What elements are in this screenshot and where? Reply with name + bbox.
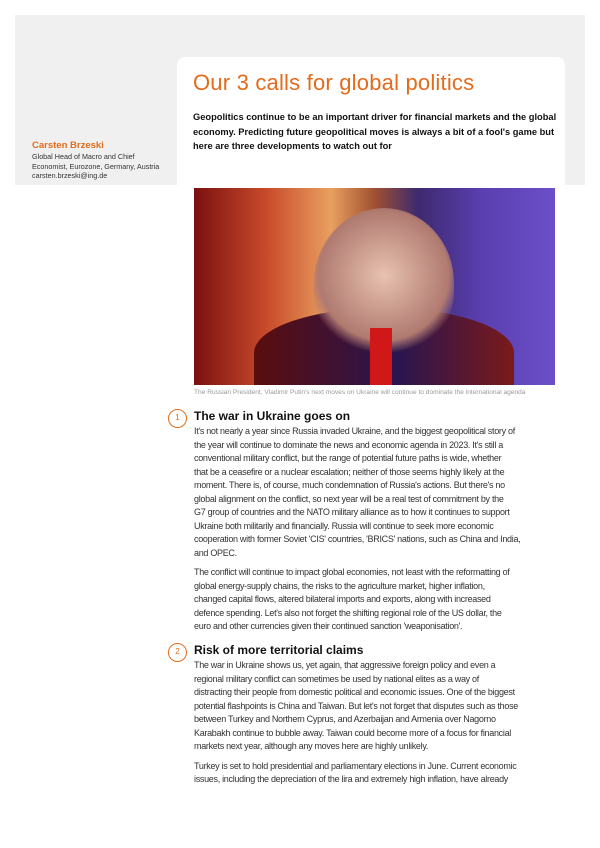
section-number-badge: 2	[168, 643, 187, 662]
text-line: Karabakh continue to bubble away. Taiwan could become more of a focus for financial	[194, 727, 511, 738]
author-role: Global Head of Macro and Chief	[32, 152, 135, 161]
text-line: changed capital flows, altered bilateral imports and exports, along with increased	[194, 594, 491, 604]
text-line: global alignment on the conflict, so next year will be a real test of commitment by the	[194, 493, 504, 504]
author-block	[32, 140, 182, 181]
page-title: Our 3 calls for global politics	[193, 70, 475, 95]
text-line: It's not nearly a year since Russia invaded Ukraine, and the biggest geopolitical story of	[194, 426, 515, 436]
text-line: The conflict will continue to impact global economies, not least with the reformatting of	[194, 567, 510, 577]
text-line: issues, including the depreciation of the lira and extremely high inflation, have already	[194, 774, 509, 784]
text-line: G7 group of countries and the NATO military alliance as to how it continues to support	[194, 507, 510, 517]
text-line: that be a ceasefire or a nuclear escalation; neither of those seems highly likely at the	[194, 466, 505, 477]
text-line: Turkey is set to hold presidential and parliamentary elections in June. Current economic	[194, 760, 517, 771]
section-number-badge: 1	[168, 409, 187, 428]
text-line: conventional military conflict, but the range of potential future paths is wide, whether	[194, 453, 502, 463]
text-line: moment. There is, of course, much condemnation of Russia's actions. But there's no	[194, 480, 505, 490]
paragraph	[194, 566, 520, 634]
author-name: Carsten Brzeski	[32, 140, 104, 151]
author-role: Economist, Eurozone, Germany, Austria	[32, 161, 160, 171]
text-line: distracting their people from domestic political and economic issues. One of the biggest	[194, 687, 515, 697]
section-heading: Risk of more territorial claims	[194, 643, 364, 657]
paragraph	[194, 760, 518, 787]
text-line: euro and other currencies given their continued sanction 'weaponisation'.	[194, 621, 463, 631]
hero-photo	[194, 188, 555, 385]
section-heading: The war in Ukraine goes on	[194, 409, 351, 423]
text-line: Ukraine both militarily and financially. Russia will continue to seek more economic	[194, 520, 494, 531]
section-1	[175, 408, 521, 634]
text-line: cooperation with former Soviet 'CIS' countries, 'BRICS' nations, such as China and India,	[194, 534, 521, 544]
text-line: The war in Ukraine shows us, yet again, that aggressive foreign policy and even a	[194, 660, 496, 670]
text-line: regional military conflict can sometimes be used by national elites as a way of	[194, 673, 479, 684]
photo-caption: The Russian President, Vladimir Putin's next moves on Ukraine will continue to dominate the international agenda	[194, 389, 526, 396]
text-line: the year will continue to dominate the news and economic agenda in 2023. It's still a	[194, 439, 503, 450]
author-email[interactable]: carsten.brzeski@ing.de	[32, 171, 108, 180]
text-line: potential flashpoints is China and Taiwan. But let's not forget that disputes such as those	[194, 700, 518, 711]
text-line: markets next year, although any moves here are highly unlikely.	[194, 741, 429, 751]
text-line: global energy-supply chains, the risks to the agriculture market, higher inflation,	[194, 580, 485, 591]
intro-text: Geopolitics continue to be an important driver for financial markets and the global economy. Predicting future geopolitical moves is always a bit of a fool's game but here are three developments to watch out for	[193, 112, 557, 151]
text-line: between Turkey and Northern Cyprus, and Azerbaijan and Armenia over Nagorno	[194, 714, 496, 724]
text-line: and OPEC.	[194, 547, 237, 558]
text-line: defence spending. Let's also not forget the shifting regional role of the US dollar, the	[194, 607, 502, 618]
paragraph	[194, 659, 518, 754]
section-2	[175, 642, 518, 787]
paragraph	[194, 425, 520, 560]
